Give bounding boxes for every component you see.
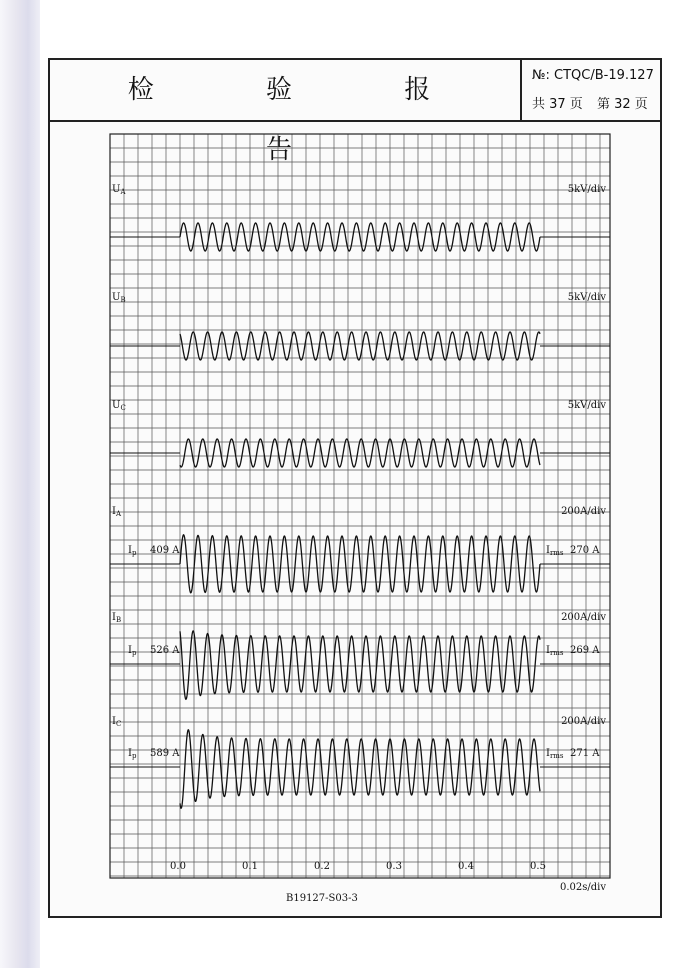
waveform-ib bbox=[180, 631, 540, 699]
peak-current-value: 526 A bbox=[150, 645, 180, 656]
peak-current-value: 409 A bbox=[150, 545, 180, 556]
rms-current-label: $I_{rms}$ bbox=[546, 748, 564, 760]
channel-scale: 5kV/div bbox=[567, 292, 606, 303]
peak-current-value: 589 A bbox=[150, 748, 180, 759]
total-pages: 共 37 页 bbox=[532, 97, 583, 112]
peak-current-label: $I_p$ bbox=[128, 748, 137, 760]
waveform-ua bbox=[180, 223, 540, 251]
channel-label: $U_B$ bbox=[112, 292, 126, 304]
report-title: 检 验 报 告 bbox=[50, 60, 522, 120]
rms-current-label: $I_{rms}$ bbox=[546, 645, 564, 657]
x-tick-label: 0.0 bbox=[170, 861, 186, 872]
waveform-ub bbox=[180, 332, 540, 360]
peak-current-label: $I_p$ bbox=[128, 645, 137, 657]
channel-label: $U_A$ bbox=[112, 184, 126, 196]
channel-label: $I_C$ bbox=[112, 716, 122, 728]
channel-scale: 5kV/div bbox=[567, 184, 606, 195]
current-page: 第 32 页 bbox=[596, 97, 648, 112]
x-tick-label: 0.1 bbox=[242, 861, 258, 872]
waveform-ia bbox=[180, 535, 540, 593]
channel-scale: 5kV/div bbox=[567, 400, 606, 411]
rms-current-value: 271 A bbox=[570, 748, 600, 759]
waveform-ic bbox=[180, 730, 540, 808]
channel-scale: 200A/div bbox=[561, 716, 606, 727]
x-tick-label: 0.4 bbox=[458, 861, 474, 872]
waveform-uc bbox=[180, 439, 540, 467]
channel-scale: 200A/div bbox=[561, 506, 606, 517]
channel-label: $I_A$ bbox=[112, 506, 122, 518]
document-number: №: CTQC/B-19.127 bbox=[532, 68, 654, 83]
x-tick-label: 0.3 bbox=[386, 861, 402, 872]
rms-current-value: 269 A bbox=[570, 645, 600, 656]
rms-current-value: 270 A bbox=[570, 545, 600, 556]
x-tick-label: 0.5 bbox=[530, 861, 546, 872]
x-axis-unit: 0.02s/div bbox=[560, 882, 607, 893]
x-tick-label: 0.2 bbox=[314, 861, 330, 872]
peak-current-label: $I_p$ bbox=[128, 545, 137, 557]
channel-label: $I_B$ bbox=[112, 612, 122, 624]
footer-code: B19127-S03-3 bbox=[286, 893, 358, 904]
channel-label: $U_C$ bbox=[112, 400, 126, 412]
rms-current-label: $I_{rms}$ bbox=[546, 545, 564, 557]
channel-scale: 200A/div bbox=[561, 612, 606, 623]
